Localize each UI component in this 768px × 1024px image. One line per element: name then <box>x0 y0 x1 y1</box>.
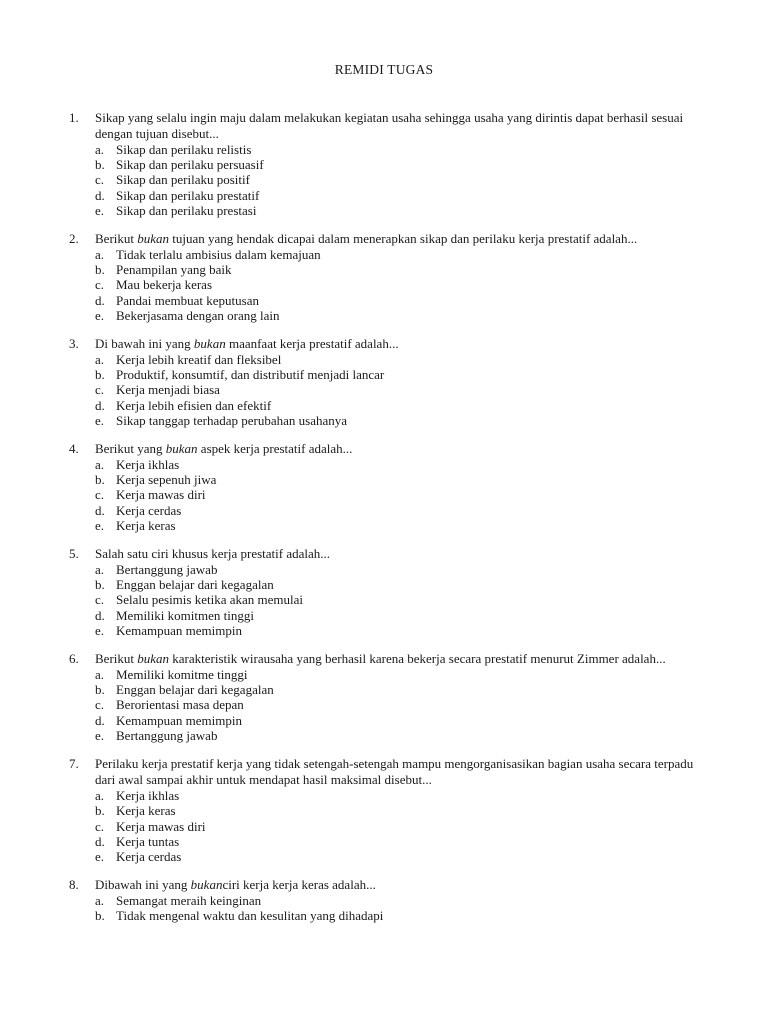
option-letter: c. <box>95 697 105 713</box>
option-letter: e. <box>95 517 105 533</box>
answer-option <box>95 367 768 382</box>
question-item <box>0 441 768 533</box>
emphasis-word: bukan <box>137 651 170 667</box>
answer-option <box>95 247 768 262</box>
option-letter: d. <box>95 187 105 203</box>
emphasis-word: bukan <box>137 231 170 247</box>
emphasis-word: bukan <box>193 336 226 352</box>
question-item <box>0 651 768 743</box>
question-text-part: maanfaat kerja prestatif adalah... <box>225 336 399 352</box>
answer-option <box>95 503 768 518</box>
option-text: Sikap dan perilaku relistis <box>116 142 252 157</box>
option-list <box>95 352 768 428</box>
question-text-part: Dibawah ini yang <box>95 877 191 893</box>
answer-option <box>95 713 768 728</box>
option-text: Enggan belajar dari kegagalan <box>116 577 274 593</box>
question-list <box>0 110 768 937</box>
answer-option <box>95 623 768 638</box>
question-stem <box>0 546 768 562</box>
option-letter: e. <box>95 202 105 218</box>
question-text <box>95 441 695 457</box>
option-text: Kerja sepenuh jiwa <box>116 472 217 488</box>
option-letter: a. <box>95 788 105 804</box>
option-list <box>95 562 768 638</box>
answer-option <box>95 457 768 472</box>
option-text: Kerja menjadi biasa <box>116 382 220 398</box>
question-text <box>95 756 695 788</box>
option-text: Kerja keras <box>116 803 176 819</box>
option-text: Bertanggung jawab <box>116 727 218 743</box>
answer-option <box>95 834 768 849</box>
option-list <box>95 667 768 743</box>
answer-option <box>95 352 768 367</box>
option-text: Sikap dan perilaku prestatif <box>116 187 260 203</box>
question-number: 2. <box>69 231 79 247</box>
option-text: Penampilan yang baik <box>116 262 232 278</box>
option-letter: b. <box>95 472 105 488</box>
option-text: Tidak terlalu ambisius dalam kemajuan <box>116 247 321 263</box>
question-stem <box>0 110 768 142</box>
option-text: Memiliki komitmen tinggi <box>116 607 254 623</box>
emphasis-word: bukan <box>190 877 223 893</box>
question-item <box>0 231 768 323</box>
answer-option <box>95 142 768 157</box>
option-text: Sikap tanggap terhadap perubahan usahanya <box>116 412 348 428</box>
question-text <box>95 336 695 352</box>
question-text-part: ciri kerja kerja keras adalah... <box>222 877 376 893</box>
question-text-part: Berikut yang <box>95 441 166 457</box>
option-letter: a. <box>95 247 105 263</box>
question-text-part: Perilaku kerja prestatif kerja yang tidak setengah-setengah mampu mengorganisasikan bagian usaha secara terpadu dari awal sampai akhir untuk mendapat hasil maksimal disebut... <box>95 756 694 788</box>
answer-option <box>95 803 768 818</box>
option-text: Sikap dan perilaku positif <box>116 172 250 188</box>
option-text: Berorientasi masa depan <box>116 697 244 713</box>
question-text <box>95 231 695 247</box>
answer-option <box>95 382 768 397</box>
option-letter: e. <box>95 412 105 428</box>
option-text: Sikap dan perilaku prestasi <box>116 202 257 218</box>
question-text-part: Salah satu ciri khusus kerja prestatif adalah... <box>95 546 331 562</box>
question-stem <box>0 651 768 667</box>
option-letter: a. <box>95 562 105 578</box>
option-letter: b. <box>95 367 105 383</box>
option-text: Produktif, konsumtif, dan distributif menjadi lancar <box>116 367 385 383</box>
option-text: Mau bekerja keras <box>116 277 213 293</box>
question-stem <box>0 231 768 247</box>
answer-option <box>95 728 768 743</box>
option-letter: e. <box>95 848 105 864</box>
question-stem <box>0 877 768 893</box>
question-number: 6. <box>69 651 79 667</box>
option-letter: d. <box>95 712 105 728</box>
option-text: Sikap dan perilaku persuasif <box>116 157 264 173</box>
answer-option <box>95 262 768 277</box>
option-text: Semangat meraih keinginan <box>116 893 262 909</box>
question-text-part: Sikap yang selalu ingin maju dalam melakukan kegiatan usaha sehingga usaha yang dirintis dapat berhasil sesuai dengan tujuan disebut... <box>95 110 684 141</box>
option-text: Selalu pesimis ketika akan memulai <box>116 592 304 608</box>
emphasis-word: bukan <box>165 441 198 457</box>
question-item <box>0 110 768 218</box>
option-letter: c. <box>95 172 105 188</box>
option-list <box>95 457 768 533</box>
answer-option <box>95 518 768 533</box>
option-letter: a. <box>95 667 105 683</box>
question-text <box>95 651 695 667</box>
answer-option <box>95 908 768 923</box>
question-number: 3. <box>69 336 79 352</box>
question-text-part: tujuan yang hendak dicapai dalam menerapkan sikap dan perilaku kerja prestatif adalah... <box>169 231 638 247</box>
option-letter: b. <box>95 157 105 173</box>
option-text: Tidak mengenal waktu dan kesulitan yang dihadapi <box>116 908 384 924</box>
option-letter: a. <box>95 352 105 368</box>
option-letter: b. <box>95 908 105 924</box>
option-text: Kerja cerdas <box>116 848 182 864</box>
option-text: Kerja ikhlas <box>116 457 180 473</box>
question-item <box>0 756 768 864</box>
option-text: Kerja tuntas <box>116 833 180 849</box>
option-letter: c. <box>95 818 105 834</box>
option-list <box>95 788 768 864</box>
option-letter: d. <box>95 397 105 413</box>
answer-option <box>95 487 768 502</box>
question-number: 4. <box>69 441 79 457</box>
question-text <box>95 877 695 893</box>
question-number: 7. <box>69 756 79 772</box>
option-text: Kerja mawas diri <box>116 818 206 834</box>
option-letter: b. <box>95 803 105 819</box>
answer-option <box>95 562 768 577</box>
option-letter: e. <box>95 307 105 323</box>
page-title: REMIDI TUGAS <box>334 62 434 77</box>
answer-option <box>95 293 768 308</box>
answer-option <box>95 608 768 623</box>
question-text <box>95 546 695 562</box>
question-text-part: aspek kerja prestatif adalah... <box>197 441 353 457</box>
answer-option <box>95 849 768 864</box>
option-letter: c. <box>95 382 105 398</box>
answer-option <box>95 667 768 682</box>
question-text-part: Berikut <box>95 651 138 667</box>
option-letter: c. <box>95 277 105 293</box>
option-letter: d. <box>95 607 105 623</box>
question-item <box>0 336 768 428</box>
question-number: 8. <box>69 877 79 893</box>
answer-option <box>95 203 768 218</box>
answer-option <box>95 819 768 834</box>
option-letter: a. <box>95 893 105 909</box>
question-stem <box>0 441 768 457</box>
option-text: Memiliki komitme tinggi <box>116 667 248 683</box>
option-text: Pandai membuat keputusan <box>116 292 259 308</box>
answer-option <box>95 577 768 592</box>
option-letter: e. <box>95 622 105 638</box>
answer-option <box>95 188 768 203</box>
answer-option <box>95 172 768 187</box>
option-letter: d. <box>95 292 105 308</box>
question-text-part: karakteristik wirausaha yang berhasil karena bekerja secara prestatif menurut Zimmer adalah... <box>169 651 666 667</box>
answer-option <box>95 592 768 607</box>
option-list <box>95 893 768 923</box>
answer-option <box>95 398 768 413</box>
question-stem <box>0 336 768 352</box>
question-text-part: Di bawah ini yang <box>95 336 194 352</box>
option-text: Kerja lebih kreatif dan fleksibel <box>116 352 282 368</box>
answer-option <box>95 472 768 487</box>
option-letter: b. <box>95 577 105 593</box>
question-number: 5. <box>69 546 79 562</box>
option-letter: a. <box>95 142 105 157</box>
option-text: Enggan belajar dari kegagalan <box>116 682 274 698</box>
option-letter: b. <box>95 262 105 278</box>
option-letter: c. <box>95 487 105 503</box>
option-text: Kerja mawas diri <box>116 487 206 503</box>
option-text: Kemampuan memimpin <box>116 622 243 638</box>
option-text: Bekerjasama dengan orang lain <box>116 307 280 323</box>
option-text: Kerja ikhlas <box>116 788 180 804</box>
option-text: Kerja keras <box>116 517 176 533</box>
option-letter: e. <box>95 727 105 743</box>
answer-option <box>95 308 768 323</box>
answer-option <box>95 277 768 292</box>
option-letter: b. <box>95 682 105 698</box>
option-letter: c. <box>95 592 105 608</box>
question-item <box>0 877 768 923</box>
question-stem <box>0 756 768 788</box>
answer-option <box>95 893 768 908</box>
option-text: Kemampuan memimpin <box>116 712 243 728</box>
question-item <box>0 546 768 638</box>
option-list <box>95 142 768 218</box>
option-letter: a. <box>95 457 105 473</box>
answer-option <box>95 413 768 428</box>
answer-option <box>95 697 768 712</box>
question-text <box>95 110 695 142</box>
answer-option <box>95 788 768 803</box>
option-text: Kerja cerdas <box>116 502 182 518</box>
option-list <box>95 247 768 323</box>
question-text-part: Berikut <box>95 231 138 247</box>
question-number: 1. <box>69 110 79 125</box>
option-text: Bertanggung jawab <box>116 562 218 578</box>
option-letter: d. <box>95 502 105 518</box>
answer-option <box>95 682 768 697</box>
option-letter: d. <box>95 833 105 849</box>
answer-option <box>95 157 768 172</box>
option-text: Kerja lebih efisien dan efektif <box>116 397 272 413</box>
